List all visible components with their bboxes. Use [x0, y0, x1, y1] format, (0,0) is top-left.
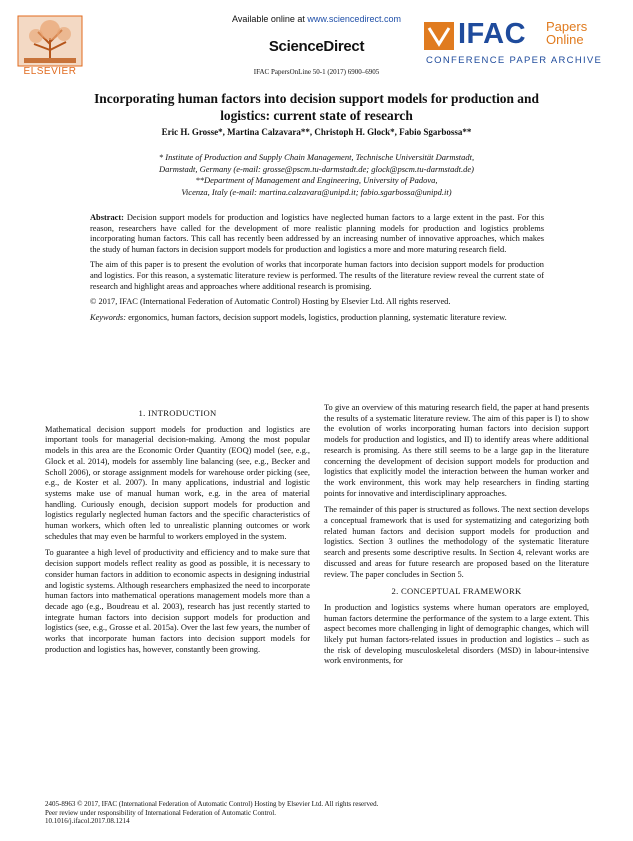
paper-authors: Eric H. Grosse*, Martina Calzavara**, Christoph H. Glock*, Fabio Sgarbossa**	[161, 127, 472, 137]
affiliation-line: * Institute of Production and Supply Chain Management, Technische Universität Darmstadt,	[158, 152, 475, 162]
left-column	[45, 408, 310, 661]
section-heading-introduction: 1. INTRODUCTION	[138, 408, 217, 418]
body-paragraph: To give an overview of this maturing research field, the paper at hand presents the results of a systematic literature review. The aim of this paper is I) to show the evolution of works incorporating human factors into decision support models for production and logistics, and II) to identify areas where additional research is promising. As there still seems to be a large gap in the literature concerning the development of decision support models for production and logistics that explicitly model the interaction between the human worker and the work environment, this work may help researchers in finding starting points for innovative and interdisciplinary approaches.	[324, 403, 589, 498]
keywords-line	[90, 313, 544, 324]
keywords-label: Keywords:	[90, 312, 126, 322]
paper-title-line2: logistics: current state of research	[220, 108, 413, 123]
sciencedirect-link[interactable]: www.sciencedirect.com	[307, 14, 401, 24]
ifac-logo-word: IFAC	[458, 18, 527, 50]
right-column	[324, 403, 589, 673]
body-paragraph: The remainder of this paper is structured as follows. The next section develops a conceptual framework that is used for systematizing and categorizing both related human factors and decision support models for production and logistics. Section 3 outlines the methodology of the systematic literature search and presents some descriptive results. In Section 4, relevant works are discussed and areas for future research are proposed based on the literature review. The paper concludes in Section 5.	[324, 505, 589, 579]
footer-doi[interactable]: 10.1016/j.ifacol.2017.08.1214	[45, 817, 130, 826]
body-paragraph: Mathematical decision support models for production and logistics are important tools for managerial decision-making. Among the most popular models in this area are the Economic Order Quantity (EOQ) model (see, e.g., Glock et al. 2014), models for assembly line balancing (see, e.g., Becker and Scholl 2006), or storage assignment models for warehouse order picking (see, e.g., de Koster et al. 2007). In many applications, industrial and logistic systems make use of manual human work, e.g. in the area of material handling. Curiously enough, decision support models for production and logistics regularly neglected human factors and the specific characteristics of human workers, which often led to unrealistic planning outcomes or work schedules that may even be harmful to workers employed in the system.	[45, 424, 310, 541]
ifac-papers-online	[546, 20, 587, 46]
elsevier-logo-text: ELSEVIER	[23, 66, 77, 77]
abstract-label: Abstract:	[90, 213, 124, 222]
abstract-text: Decision support models for production and logistics have neglected human factors to a large extent in the past. For this reason, researchers have called for the development of more realistic planning models for production and logistics problems incorporating human factors. This call has recently been addressed by an increasing number of innovative approaches, which makes the study of human factors in decision support models for production and logistics a more and more maturing research field.	[90, 213, 544, 254]
affiliation-line: **Department of Management and Engineering, University of Padova,	[195, 175, 438, 186]
ifac-papers-text: Papers	[546, 19, 588, 34]
footer-copyright: 2405-8963 © 2017, IFAC (International Federation of Automatic Control) Hosting by Elsevier Ltd. All rights reserved.	[45, 800, 379, 808]
ifac-emblem-icon	[424, 22, 454, 50]
abstract-paragraph-2: The aim of this paper is to present the evolution of works that incorporate human factors into decision support models for production and logistics. For this reason, a systematic literature review is performed. The results of the literature review reveal the current state of research and highlight areas and approaches where additional research is promising.	[90, 260, 544, 291]
abstract-block	[90, 213, 544, 328]
body-paragraph: To guarantee a high level of productivity and efficiency and to make sure that decision support models reflect reality as good as possible, it is necessary to consider human factors in addition to economic aspects in designing industrial and logistic systems. Although researchers emphasized the need to incorporate human factors into mathematical operations management models more than a decade ago (e.g., Boudreau et al. 2003), research has just recently started to integrate human factors into decision support models for production and logistics (see, e.g., Grosse et al. 2015a). Over the last few years, the number of works that incorporate human factors into decision support models for production and logistics has, however, constantly been growing.	[45, 548, 310, 654]
copyright-notice: © 2017, IFAC (International Federation of Automatic Control) Hosting by Elsevier Ltd. All rights reserved.	[90, 297, 451, 307]
footer-peer-review: Peer review under responsibility of International Federation of Automatic Control.	[45, 808, 276, 817]
journal-citation: IFAC PapersOnLine 50-1 (2017) 6900–6905	[253, 68, 380, 76]
section-heading-conceptual-framework: 2. CONCEPTUAL FRAMEWORK	[391, 586, 522, 597]
ifac-conference-archive: CONFERENCE PAPER ARCHIVE	[426, 55, 603, 66]
available-prefix: Available online at	[232, 14, 308, 24]
ifac-online-text: Online	[546, 32, 584, 47]
paper-title	[40, 90, 593, 124]
keywords-text: ergonomics, human factors, decision support models, logistics, production planning, systematic literature review.	[125, 312, 507, 322]
sciencedirect-brand: ScienceDirect	[268, 38, 365, 55]
affiliation-line: Vicenza, Italy (e-mail: martina.calzavara@unipd.it; fabio.sgarbossa@unipd.it)	[181, 186, 452, 197]
page-footer	[45, 800, 378, 826]
abstract-paragraph	[90, 213, 544, 255]
affiliation-line: Darmstadt, Germany (e-mail: grosse@pscm.tu-darmstadt.de; glock@pscm.tu-darmstadt.de)	[159, 163, 474, 174]
available-online-line	[0, 14, 633, 24]
body-paragraph: In production and logistics systems where human operators are employed, human factors determine the performance of the system to a large extent. This aspect becomes more challenging in light of demographic changes, which will likely put human factors-related issues in production and logistics – such as the risk of developing musculoskeletal disorders (MSD) in labour-intensive work environments, for	[324, 602, 589, 666]
paper-title-line1: Incorporating human factors into decision support models for production and	[94, 91, 539, 106]
author-affiliations	[60, 152, 573, 198]
